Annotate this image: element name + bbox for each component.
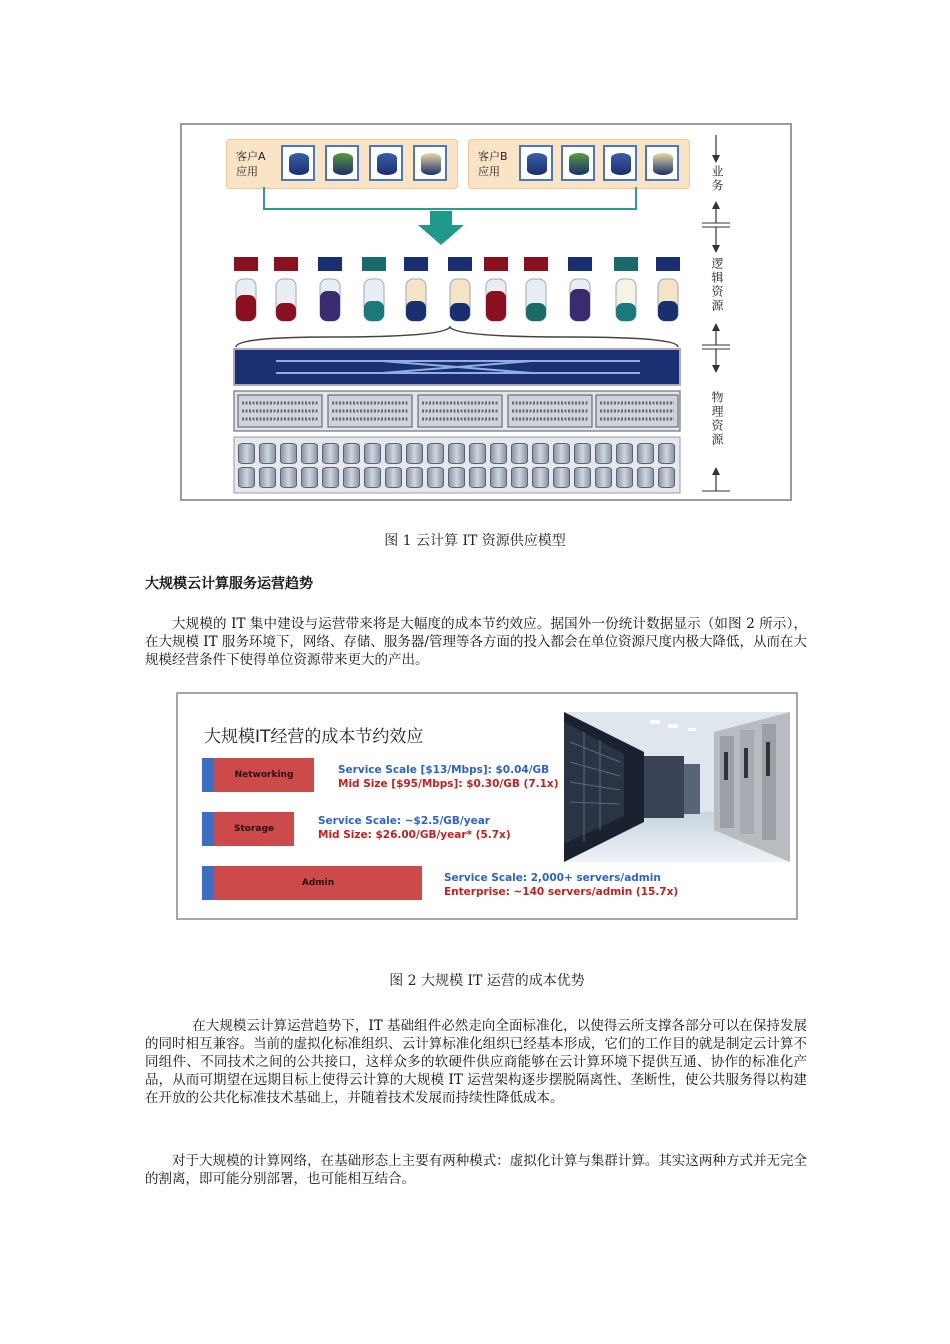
storage-disk	[343, 443, 360, 464]
storage-disk	[553, 443, 570, 464]
storage-disk	[385, 467, 402, 488]
storage-disk	[532, 443, 549, 464]
storage-disks	[238, 443, 678, 491]
storage-disk	[595, 443, 612, 464]
storage-disk	[658, 443, 675, 464]
paragraph-1: 大规模的 IT 集中建设与运营带来将是大幅度的成本节约效应。据国外一份统计数据显示（如图 2 所示），在大规模 IT 服务环境下，网络、存储、服务器/管理等各方面的投入都会在单位资源尺度内极大降低，从而在大规模经营条件下使得单位资源带来更大的产出。	[145, 616, 807, 668]
client-a-app: 应用	[236, 165, 258, 178]
storage-disk	[553, 467, 570, 488]
client-a-name: 客户A	[236, 150, 266, 163]
storage-disk	[280, 467, 297, 488]
storage-disk	[448, 443, 465, 464]
storage-disk	[490, 467, 507, 488]
storage-disk	[364, 443, 381, 464]
networking-bar	[202, 758, 314, 792]
figure-2-caption: 图 2 大规模 IT 运营的成本优势	[389, 973, 585, 989]
networking-service-scale: Service Scale [$13/Mbps]: $0.04/GB	[338, 764, 550, 776]
figure-2-title: 大规模IT经营的成本节约效应	[204, 727, 424, 747]
storage-disk	[574, 467, 591, 488]
storage-disk	[301, 443, 318, 464]
label-physical-resources: 物理资源	[710, 391, 724, 447]
storage-disk	[343, 467, 360, 488]
label-logical-resources: 逻辑资源	[710, 257, 724, 313]
storage-disk	[574, 443, 591, 464]
admin-bar	[202, 866, 422, 900]
storage-disk	[238, 467, 255, 488]
label-business: 业务	[710, 165, 724, 193]
storage-disk	[301, 467, 318, 488]
networking-mid-size: Mid Size [$95/Mbps]: $0.30/GB (7.1x)	[338, 778, 559, 790]
admin-enterprise: Enterprise: ~140 servers/admin (15.7x)	[444, 886, 679, 898]
storage-disk	[490, 443, 507, 464]
storage-service-scale: Service Scale: ~$2.5/GB/year	[318, 815, 490, 827]
storage-disk	[595, 467, 612, 488]
storage-disk	[427, 467, 444, 488]
storage-disk	[637, 443, 654, 464]
storage-disk	[511, 443, 528, 464]
figure-2-cost-savings	[176, 692, 798, 920]
storage-disk	[427, 443, 444, 464]
storage-mid-size: Mid Size: $26.00/GB/year* (5.7x)	[318, 829, 511, 841]
storage-disk	[322, 443, 339, 464]
figure-1-cloud-resource-model	[180, 123, 792, 501]
client-b-name: 客户B	[478, 150, 508, 163]
admin-label: Admin	[301, 878, 335, 888]
client-b-app: 应用	[478, 165, 500, 178]
network-switch	[234, 349, 680, 385]
storage-disk	[637, 467, 654, 488]
storage-disk	[448, 467, 465, 488]
storage-disk	[406, 467, 423, 488]
storage-disk	[511, 467, 528, 488]
storage-disk	[322, 467, 339, 488]
figure-1-caption: 图 1 云计算 IT 资源供应模型	[384, 533, 566, 549]
storage-disk	[385, 443, 402, 464]
storage-disk	[616, 443, 633, 464]
storage-disk	[259, 443, 276, 464]
datacenter-photo	[564, 712, 790, 862]
storage-label: Storage	[233, 824, 275, 834]
networking-label: Networking	[234, 770, 294, 780]
storage-bar	[202, 812, 294, 846]
paragraph-2: 在大规模云计算运营趋势下，IT 基础组件必然走向全面标准化，以使得云所支撑各部分可以在保持发展的同时相互兼容。当前的虚拟化标准组织、云计算标准化组织已经基本形成，它们的工作目的就是制定云计算不同组件、不同技术之间的公共接口，这样众多的软硬件供应商能够在云计算环境下提供互通、协作的标准化产品，从而可期望在远期目标上使得云计算的大规模 IT 运营架构逐步摆脱隔离性、垄断性，使公共服务得以构建在开放的公共化标准技术基础上，并随着技术发展而持续性降低成本。	[145, 1018, 807, 1106]
storage-disk	[238, 443, 255, 464]
paragraph-3: 对于大规模的计算网络，在基础形态上主要有两种模式：虚拟化计算与集群计算。其实这两种方式并无完全的割离，即可能分别部署，也可能相互结合。	[145, 1153, 807, 1187]
storage-disk	[532, 467, 549, 488]
storage-disk	[469, 467, 486, 488]
logical-resources	[234, 257, 680, 321]
storage-disk	[280, 443, 297, 464]
storage-disk	[658, 467, 675, 488]
section-heading: 大规模云计算服务运营趋势	[145, 576, 313, 592]
storage-disk	[364, 467, 381, 488]
admin-service-scale: Service Scale: 2,000+ servers/admin	[444, 872, 661, 884]
storage-disk	[259, 467, 276, 488]
storage-disk	[469, 443, 486, 464]
storage-disk	[616, 467, 633, 488]
storage-disk	[406, 443, 423, 464]
